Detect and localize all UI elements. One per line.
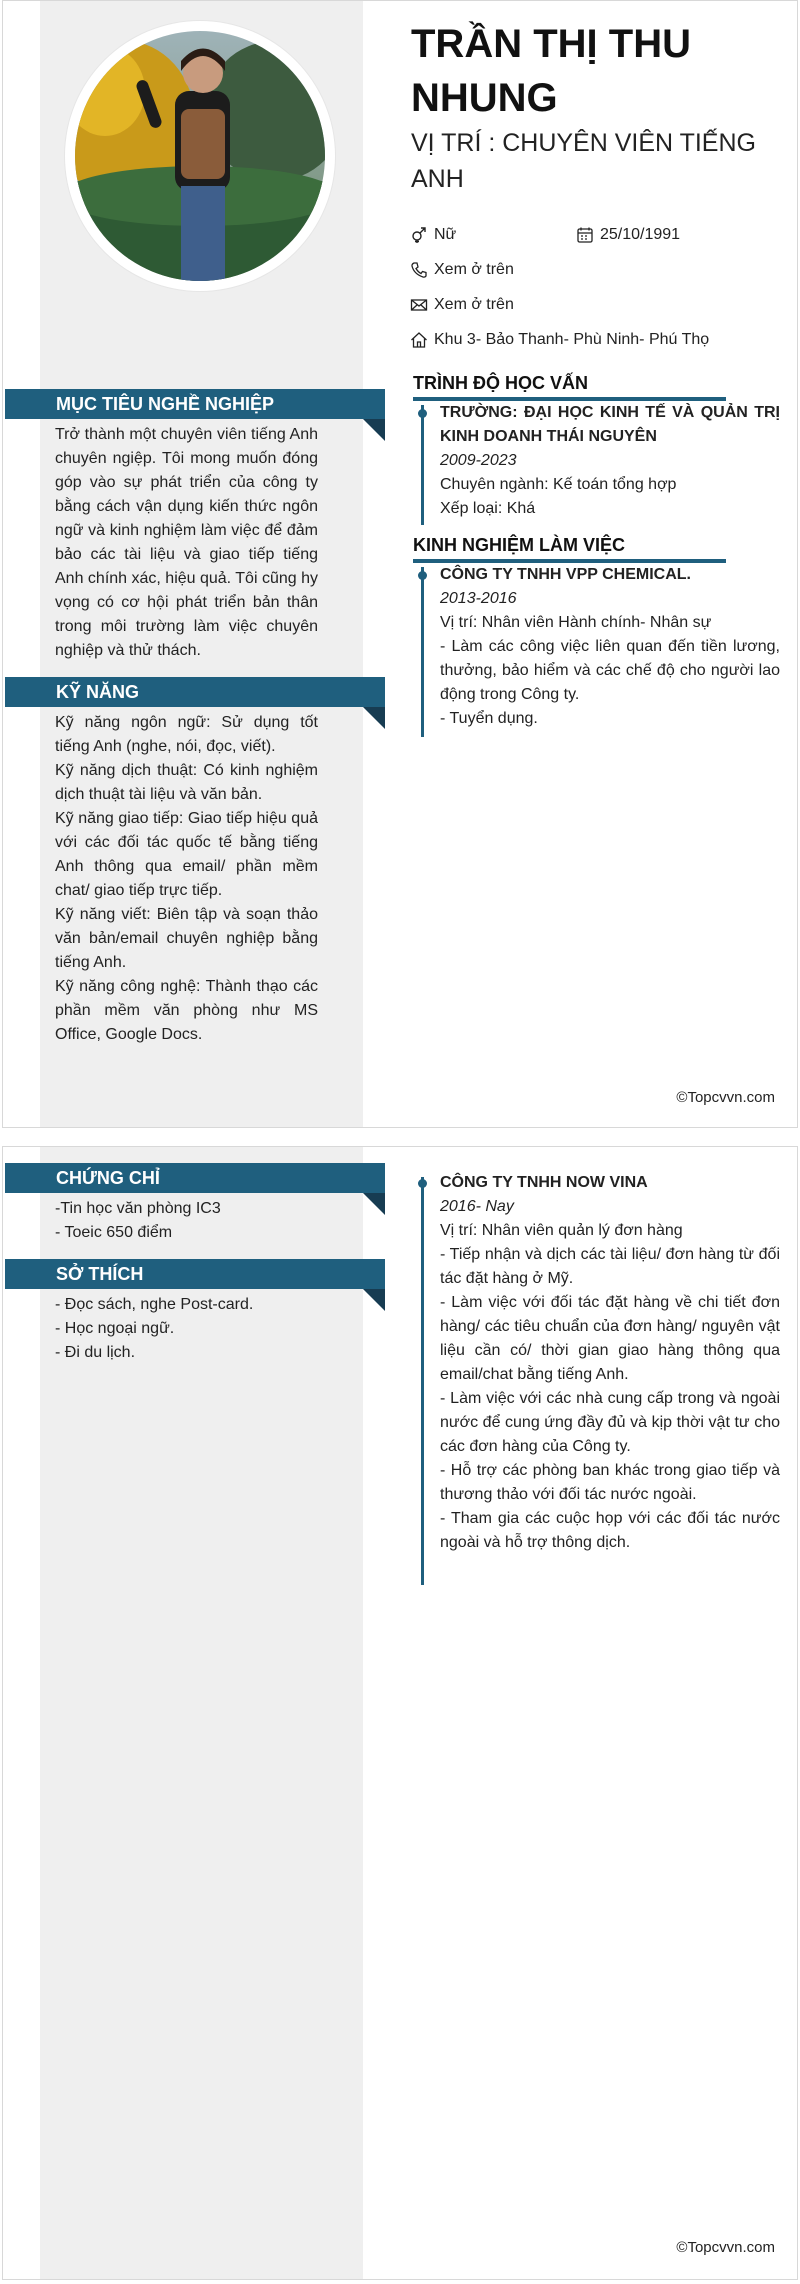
job-line: Vị trí: Nhân viên Hành chính- Nhân sự bbox=[440, 614, 712, 631]
skills-list bbox=[55, 711, 318, 1047]
objective-heading: MỤC TIÊU NGHỀ NGHIỆP bbox=[5, 389, 385, 419]
hobby-item: - Học ngoại ngữ. bbox=[55, 1320, 175, 1337]
job-period: 2016- Nay bbox=[440, 1198, 514, 1215]
skills-heading: KỸ NĂNG bbox=[5, 677, 385, 707]
job-line: Vị trí: Nhân viên quản lý đơn hàng bbox=[440, 1222, 683, 1239]
email-value: Xem ở trên bbox=[434, 296, 514, 313]
hobby-item: - Đọc sách, nghe Post-card. bbox=[55, 1296, 254, 1313]
job-entry bbox=[440, 1171, 780, 1555]
gender-value: Nữ bbox=[434, 226, 457, 243]
skill-item: Kỹ năng giao tiếp: Giao tiếp hiệu quả với các đối tác quốc tế bằng tiếng Anh thông qua email/ phần mềm chat/ giao tiếp trực tiếp. bbox=[55, 810, 318, 899]
timeline-dot bbox=[418, 571, 427, 580]
objective-text: Trở thành một chuyên viên tiếng Anh chuyên ngiệp. Tôi mong muốn đóng góp vào sự phát triển của công ty bằng cách vận dụng kiến thức ngôn ngữ và kinh nghiệm làm việc để đảm bảo các tài liệu và giao tiếp tiếng Anh chính xác, hiệu quả. Tôi cũng hy vọng có cơ hội phát triển bản thân trong môi trường làm việc chuyên nghiệp và thử thách. bbox=[55, 426, 318, 659]
job-company: CÔNG TY TNHH VPP CHEMICAL. bbox=[440, 566, 691, 583]
skill-item: Kỹ năng viết: Biên tập và soạn thảo văn bản/email chuyên nghiệp bằng tiếng Anh. bbox=[55, 906, 318, 971]
certificate-item: -Tin học văn phòng IC3 bbox=[55, 1200, 221, 1217]
timeline-dot bbox=[418, 1179, 427, 1188]
calendar-icon bbox=[576, 226, 594, 244]
job-period: 2013-2016 bbox=[440, 590, 517, 607]
education-timeline bbox=[421, 405, 424, 525]
profile-photo bbox=[75, 31, 325, 281]
hobbies-list bbox=[55, 1293, 318, 1365]
cv-page-2 bbox=[2, 1146, 798, 2280]
education-heading: TRÌNH ĐỘ HỌC VẤN bbox=[413, 371, 726, 401]
hobbies-heading: SỞ THÍCH bbox=[5, 1259, 385, 1289]
gender-row bbox=[410, 226, 456, 244]
email-icon bbox=[410, 296, 428, 314]
birthdate-row bbox=[576, 226, 680, 244]
job-line: - Tham gia các cuộc họp với các đối tác nước ngoài và hỗ trợ thông dịch. bbox=[440, 1510, 780, 1551]
avatar bbox=[65, 21, 335, 291]
birthdate-value: 25/10/1991 bbox=[600, 226, 681, 243]
job-line: - Tiếp nhận và dịch các tài liệu/ đơn hàng từ đối tác đặt hàng ở Mỹ. bbox=[440, 1246, 780, 1287]
certificates-heading: CHỨNG CHỈ bbox=[5, 1163, 385, 1193]
home-icon bbox=[410, 331, 428, 349]
job-company: CÔNG TY TNHH NOW VINA bbox=[440, 1174, 648, 1191]
job-position: VỊ TRÍ : CHUYÊN VIÊN TIẾNG ANH bbox=[411, 129, 756, 193]
phone-value: Xem ở trên bbox=[434, 261, 514, 278]
experience-heading: KINH NGHIỆM LÀM VIỆC bbox=[413, 533, 726, 563]
skill-item: Kỹ năng dịch thuật: Có kinh nghiệm dịch thuật tài liệu và văn bản. bbox=[55, 762, 318, 803]
address-value: Khu 3- Bảo Thanh- Phù Ninh- Phú Thọ bbox=[434, 331, 710, 348]
education-major: Chuyên ngành: Kế toán tổng hợp bbox=[440, 476, 677, 493]
footer-watermark: ©Topcvvn.com bbox=[676, 1089, 775, 1106]
school-name: TRƯỜNG: ĐẠI HỌC KINH TẾ VÀ QUẢN TRỊ KINH DOANH THÁI NGUYÊN bbox=[440, 404, 780, 445]
address-row bbox=[410, 331, 709, 349]
gender-icon bbox=[410, 226, 428, 244]
job-line: - Làm các công việc liên quan đến tiền lương, thưởng, bảo hiểm và các chế độ cho người lao động trong Công ty. bbox=[440, 638, 780, 703]
experience-timeline bbox=[421, 567, 424, 737]
timeline-dot bbox=[418, 409, 427, 418]
candidate-name: TRẦN THỊ THU NHUNG bbox=[411, 22, 691, 120]
email-row bbox=[410, 296, 514, 314]
phone-icon bbox=[410, 261, 428, 279]
skill-item: Kỹ năng công nghệ: Thành thạo các phần mềm văn phòng như MS Office, Google Docs. bbox=[55, 978, 318, 1043]
job-line: - Tuyển dụng. bbox=[440, 710, 538, 727]
job-line: - Làm việc với đối tác đặt hàng về chi tiết đơn hàng/ các tiêu chuẩn của đơn hàng/ nguyên vật liệu cần có/ thời gian giao hàng thông qua email/chat bằng tiếng Anh. bbox=[440, 1294, 780, 1383]
footer-watermark: ©Topcvvn.com bbox=[676, 2239, 775, 2256]
hobby-item: - Đi du lịch. bbox=[55, 1344, 136, 1361]
experience-timeline bbox=[421, 1177, 424, 1585]
education-period: 2009-2023 bbox=[440, 452, 517, 469]
phone-row bbox=[410, 261, 514, 279]
skill-item: Kỹ năng ngôn ngữ: Sử dụng tốt tiếng Anh (nghe, nói, đọc, viết). bbox=[55, 714, 318, 755]
education-grade: Xếp loại: Khá bbox=[440, 500, 536, 517]
job-entry bbox=[440, 563, 780, 731]
certificate-item: - Toeic 650 điểm bbox=[55, 1224, 173, 1241]
education-entry bbox=[440, 401, 780, 521]
job-line: - Làm việc với các nhà cung cấp trong và ngoài nước để cung ứng đầy đủ và kịp thời vật tư cho các đơn hàng của Công ty. bbox=[440, 1390, 780, 1455]
certificates-list bbox=[55, 1197, 318, 1245]
cv-page-1 bbox=[2, 0, 798, 1128]
job-line: - Hỗ trợ các phòng ban khác trong giao tiếp và thương thảo với đối tác nước ngoài. bbox=[440, 1462, 780, 1503]
